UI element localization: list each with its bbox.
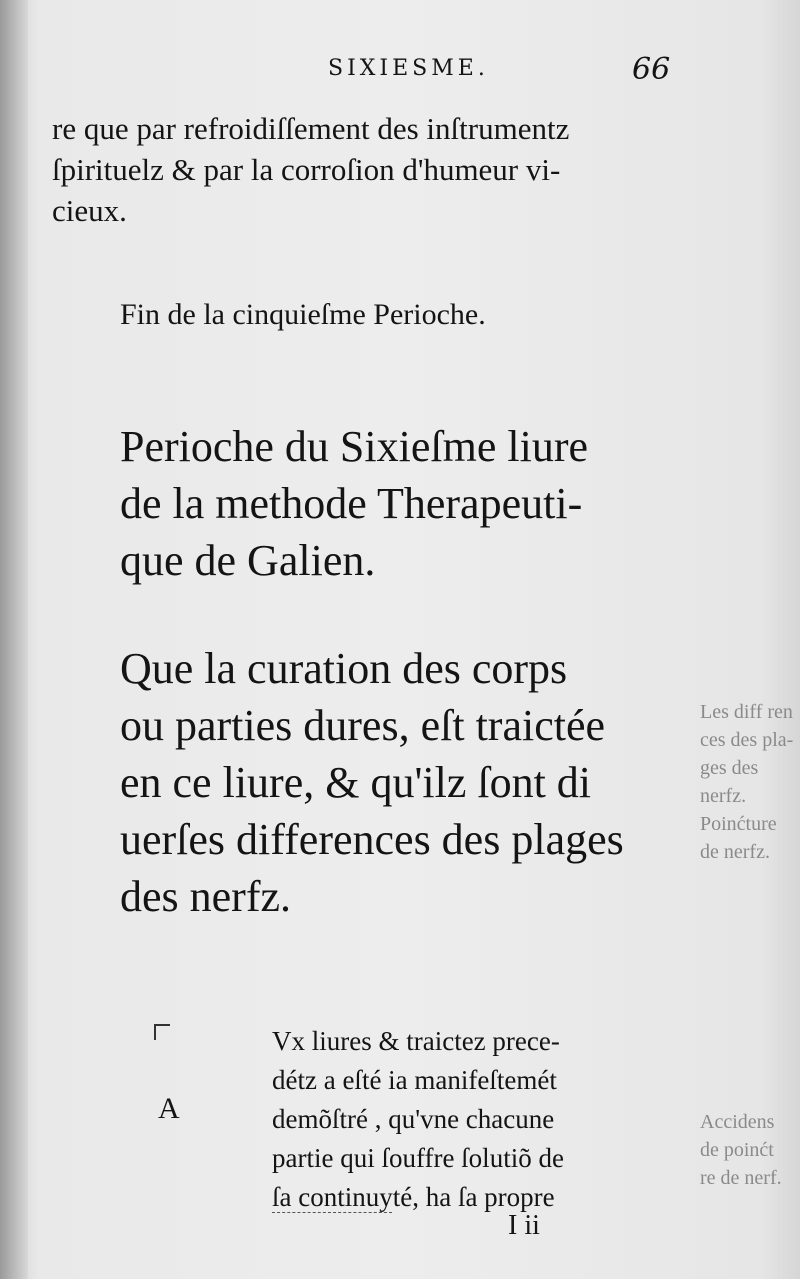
margin-line: Accidens [700,1111,775,1133]
body-line: partie qui ſouffre ſolutiõ de [272,1143,564,1173]
dropcap-frame [150,1020,260,1210]
margin-line: Poinćture [700,813,777,835]
text-line: ſpirituelz & par la corroſion d'humeur vi- [52,152,561,187]
heading-line: Perioche du Sixieſme liure [120,422,588,471]
continuation-paragraph [52,108,652,231]
margin-note-upper [700,698,793,866]
page-gutter [0,0,28,1279]
text-line: re que par refroidiſſement des inſtrumentz [52,111,570,146]
margin-line: de poinćt [700,1139,774,1161]
bottom-rule [272,1212,392,1213]
end-of-section-note: Fin de la cinquieſme Perioche. [120,298,486,331]
heading-line: de la methode Therapeuti- [120,479,583,528]
margin-note-lower [700,1108,782,1192]
margin-line: Les diff ren [700,701,793,723]
summary-line: en ce liure, & qu'ilz ſont di [120,758,592,807]
corner-ornament-icon [154,1024,170,1040]
margin-line: nerfz. [700,785,747,807]
section-summary [120,640,660,925]
section-heading [120,418,660,589]
summary-line: uerſes differences des plages [120,815,624,864]
body-line: demõſtré , qu'vne chacune [272,1104,555,1134]
text-line: cieux. [52,193,127,228]
page-header [320,52,800,92]
summary-line: Que la curation des corps [120,644,568,693]
running-head: SIXIESME. [328,56,489,81]
heading-line: que de Galien. [120,536,376,585]
folio-number: 66 [632,52,671,87]
signature-mark: I ii [508,1210,540,1241]
margin-line: ces des pla- [700,729,794,751]
body-paragraph [272,1022,652,1217]
dropcap-letter: A [158,1092,180,1125]
body-line: détz a eſté ia manifeſtemét [272,1065,557,1095]
margin-line: de nerfz. [700,841,770,863]
summary-line: des nerfz. [120,872,292,921]
margin-line: re de nerf. [700,1167,782,1189]
body-line: ſa continuyté, ha ſa propre [272,1182,555,1212]
body-line: Vx liures & traictez prece- [272,1026,560,1056]
margin-line: ges des [700,757,759,779]
summary-line: ou parties dures, eſt traictée [120,701,606,750]
